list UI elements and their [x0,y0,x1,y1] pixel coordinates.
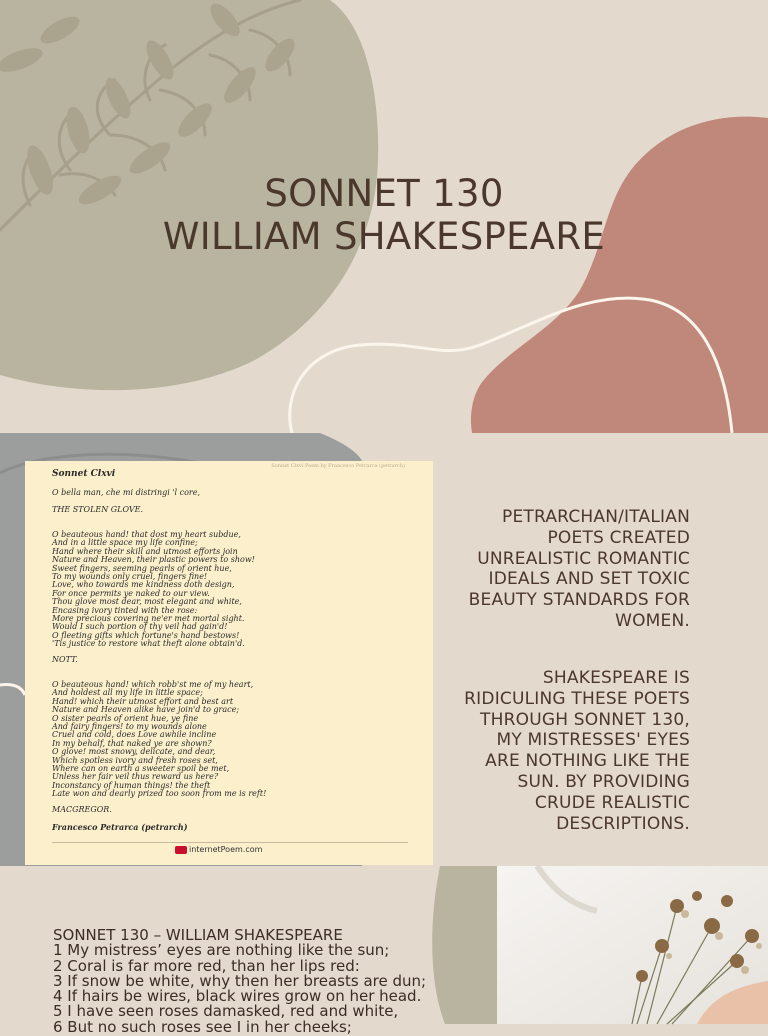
site-logo [175,845,262,855]
poem-slide [0,866,768,1036]
paragraph-line: SHAKESPEARE IS [542,668,690,688]
logo-text: internetPoem.com [189,845,263,854]
paragraph-line: UNREALISTIC ROMANTIC [477,548,690,569]
poem-line: 3 If snow be white, why then her breasts are dun; [53,971,427,990]
stanza2-line: Unless her fair veil thus reward us here? [52,772,219,782]
paragraph-line: IDEALS AND SET TOXIC [488,569,690,590]
stanza2-line: Which spotless ivory and fresh roses set, [52,755,218,765]
stanza2-line: O glove! most snowy, delicate, and dear, [52,747,216,757]
poem-line: SONNET 130 – WILLIAM SHAKESPEARE [53,926,343,944]
title-line-2: WILLIAM SHAKESPEARE [162,215,606,258]
poem-line: 4 If hairs be wires, black wires grow on her head. [53,987,422,1006]
stanza1-line: Nature and Heaven, their plastic powers to show! [52,555,255,565]
title-slide [0,0,768,433]
source-note: Sonnet Clxvi Poem by Francesco Petrarca (petrarch) [271,463,405,469]
paragraph-line: MY MISTRESSES' EYES [496,730,690,751]
stanza1-line: To my wounds only cruel, fingers fine! [52,572,208,581]
stanza2-line: Hand! which their utmost effort and best art [52,696,234,706]
context-slide [0,433,768,866]
stanza2-line: Cruel and cold, does Love awhile incline [52,730,217,740]
stanza2-line: In my behalf, that naked ye are shown? [52,738,212,748]
stanza2-line: Inconstancy of human things! the theft [52,780,211,790]
stanza2-line: O beauteous hand! which robb'st me of my heart, [52,680,254,689]
translator-name: NOTT. [52,655,78,664]
stanza2-line: Late won and dearly prized too soon from me is reft! [52,789,267,799]
paragraph-line: WOMEN. [615,610,690,631]
paragraph-line: RIDICULING THESE POETS [464,688,690,709]
stanza2-line: O sister pearls of orient hue, ye fine [52,713,199,723]
stanza1-line: Hand where their skill and utmost efforts join [52,546,238,556]
stanza1-line: 'Tis justice to restore what theft alone obtain'd. [52,639,245,649]
section-title: THE STOLEN GLOVE. [52,505,144,514]
title-line-1: SONNET 130 [264,172,504,215]
stanza1-line: More precious covering ne'er met mortal sight. [52,614,245,623]
paragraph-line: DESCRIPTIONS. [556,813,690,834]
paragraph-line: SUN. BY PROVIDING [517,771,690,792]
stanza1-line: O beauteous hand! that dost my heart subdue, [52,530,241,539]
poet-byline: Francesco Petrarca (petrarch) [52,822,188,832]
paragraph-line: CRUDE REALISTIC [534,792,690,813]
paragraph-line: THROUGH SONNET 130, [480,709,690,730]
petrarch-poem-document [25,461,433,865]
stanza1-line: For once permits ye naked to our view. [52,588,210,598]
stanza2-line: Nature and Heaven alike have join'd to grace; [52,705,240,715]
stanza1-line: Would I such portion of thy veil had gain'd! [52,622,228,632]
stanza1-line: Love, who towards me kindness doth design, [52,580,235,590]
opening-line: O bella man, che mi distringi 'l core, [52,488,201,497]
logo-mark-icon [175,846,187,854]
stanza2-line: Where can on earth a sweeter spoil be met, [52,764,230,773]
poem-line: 5 I have seen roses damasked, red and white, [53,1002,399,1021]
stanza1-line: O fleeting gifts which fortune's hand bestows! [52,630,240,640]
stanza2-line: And holdest all my life in little space; [52,688,203,698]
stanza2-line: And fairy fingers! to my wounds alone [52,722,207,731]
shakespeare-paragraph [410,668,690,834]
poem-line: 6 But no such roses see I in her cheeks; [53,1017,352,1036]
page-title [0,172,768,258]
document-heading: Sonnet Clxvi [52,469,116,479]
poem-line: 2 Coral is far more red, than her lips red: [53,956,360,975]
stanza1-line: Sweet fingers, seeming pearls of orient hue, [52,563,232,573]
petrarchan-paragraph [410,507,690,632]
paragraph-line: ARE NOTHING LIKE THE [485,751,690,772]
poem-line: 1 My mistress’ eyes are nothing like the sun; [53,941,390,960]
paragraph-line: BEAUTY STANDARDS FOR [468,590,690,611]
translator-name: MACGREGOR. [52,805,112,814]
footer-divider [52,842,408,843]
stanza1-line: And in a little space my life confine; [52,538,198,548]
sonnet-130-text [53,928,426,1035]
stanza1-line: Thou glove most dear, most elegant and white, [52,597,242,607]
flower-bouquet-photo [497,866,768,1024]
paragraph-line: POETS CREATED [547,527,690,548]
paragraph-line: PETRARCHAN/ITALIAN [502,507,690,527]
stanza1-line: Encasing ivory tinted with the rose: [52,605,198,615]
